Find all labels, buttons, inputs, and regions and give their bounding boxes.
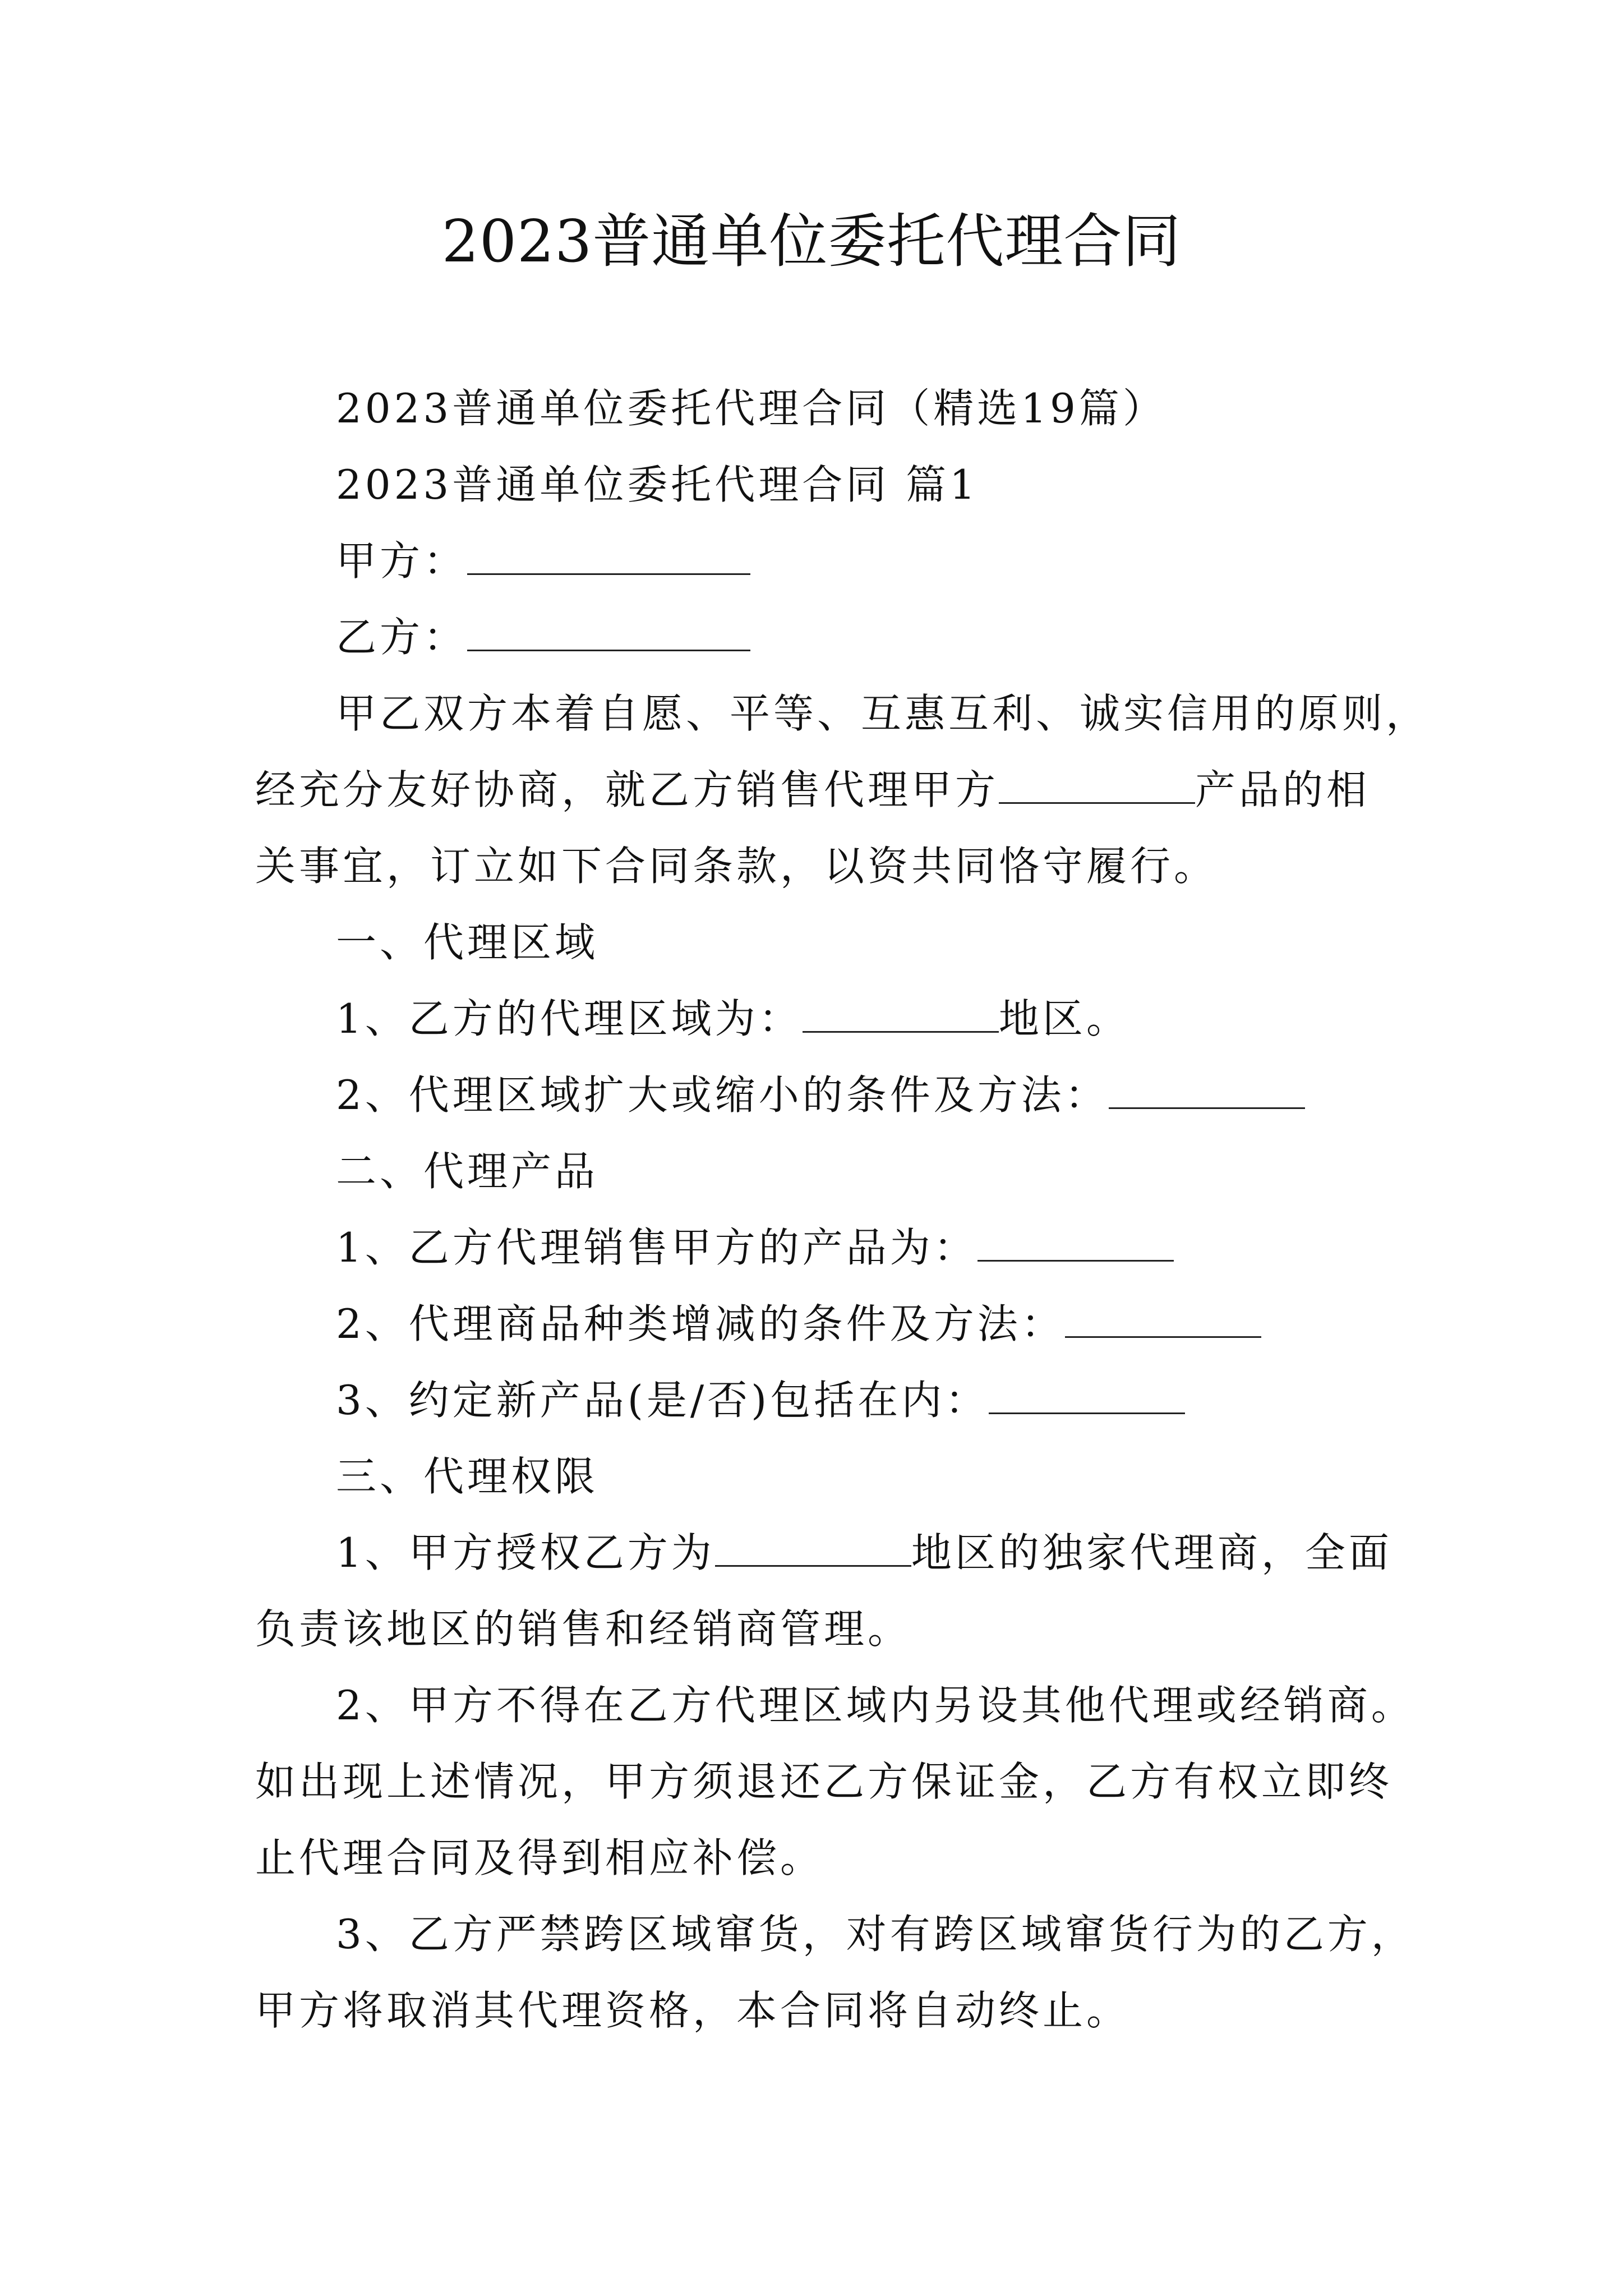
sec1-item2-label: 2、代理区域扩大或缩小的条件及方法：	[336, 1071, 1109, 1119]
party-a-line	[255, 523, 1399, 599]
sec3-item1	[255, 1515, 1399, 1591]
sec2-heading: 二、代理产品	[336, 1148, 599, 1195]
sec3-item1a: 1、甲方授权乙方为	[336, 1529, 715, 1576]
intro-line-2b: 产品的相	[1195, 766, 1371, 813]
sec2-item1-label: 1、乙方代理销售甲方的产品为：	[336, 1224, 978, 1271]
party-b-line	[255, 599, 1399, 675]
subtitle: 2023普通单位委托代理合同（精选19篇）	[336, 385, 1166, 432]
sec1-item1a: 1、乙方的代理区域为：	[336, 995, 803, 1042]
region-blank	[803, 997, 999, 1033]
new-product-blank	[989, 1379, 1185, 1414]
sec3-item1b: 地区的独家代理商，全面	[911, 1529, 1393, 1576]
sec2-item3	[255, 1362, 1399, 1438]
sec3-heading: 三、代理权限	[336, 1453, 599, 1500]
sec1-item1b: 地区。	[998, 995, 1130, 1042]
sec1-item1	[255, 981, 1399, 1057]
sec2-item2	[255, 1286, 1399, 1362]
sec3-item2c: 止代理合同及得到相应补偿。	[255, 1834, 824, 1881]
party-a-label: 甲方：	[336, 537, 468, 585]
sec3-item1c: 负责该地区的销售和经销商管理。	[255, 1605, 912, 1653]
category-change-blank	[1065, 1303, 1261, 1338]
sec2-item1	[255, 1209, 1399, 1286]
party-b-blank	[467, 616, 750, 651]
document-body	[255, 370, 1430, 2049]
intro-line-2	[255, 752, 1399, 828]
sec2-item2-label: 2、代理商品种类增减的条件及方法：	[336, 1300, 1065, 1347]
intro-line-2a: 经充分友好协商，就乙方销售代理甲方	[255, 766, 999, 813]
sec3-item2a: 2、甲方不得在乙方代理区域内另设其他代理或经销商。	[336, 1682, 1415, 1729]
party-a-blank	[467, 540, 750, 575]
intro-line-1: 甲乙双方本着自愿、平等、互惠互利、诚实信用的原则，	[336, 690, 1430, 737]
sec3-item3b: 甲方将取消其代理资格，本合同将自动终止。	[255, 1987, 1131, 2034]
sec3-item2b: 如出现上述情况，甲方须退还乙方保证金，乙方有权立即终	[255, 1758, 1393, 1805]
product-blank	[999, 769, 1195, 804]
party-b-label: 乙方：	[336, 614, 468, 661]
intro-line-3: 关事宜，订立如下合同条款，以资共同恪守履行。	[255, 843, 1218, 890]
sec1-heading: 一、代理区域	[336, 919, 599, 966]
section-heading: 2023普通单位委托代理合同 篇1	[336, 461, 979, 508]
sec1-item2	[255, 1057, 1399, 1133]
sec3-item3a: 3、乙方严禁跨区域窜货，对有跨区域窜货行为的乙方，	[336, 1911, 1415, 1958]
products-blank	[978, 1226, 1174, 1262]
document-title: 2023普通单位委托代理合同	[441, 207, 1182, 275]
region-change-blank	[1109, 1074, 1305, 1109]
exclusive-region-blank	[715, 1531, 911, 1567]
sec2-item3-label: 3、约定新产品(是/否)包括在内：	[336, 1377, 989, 1424]
